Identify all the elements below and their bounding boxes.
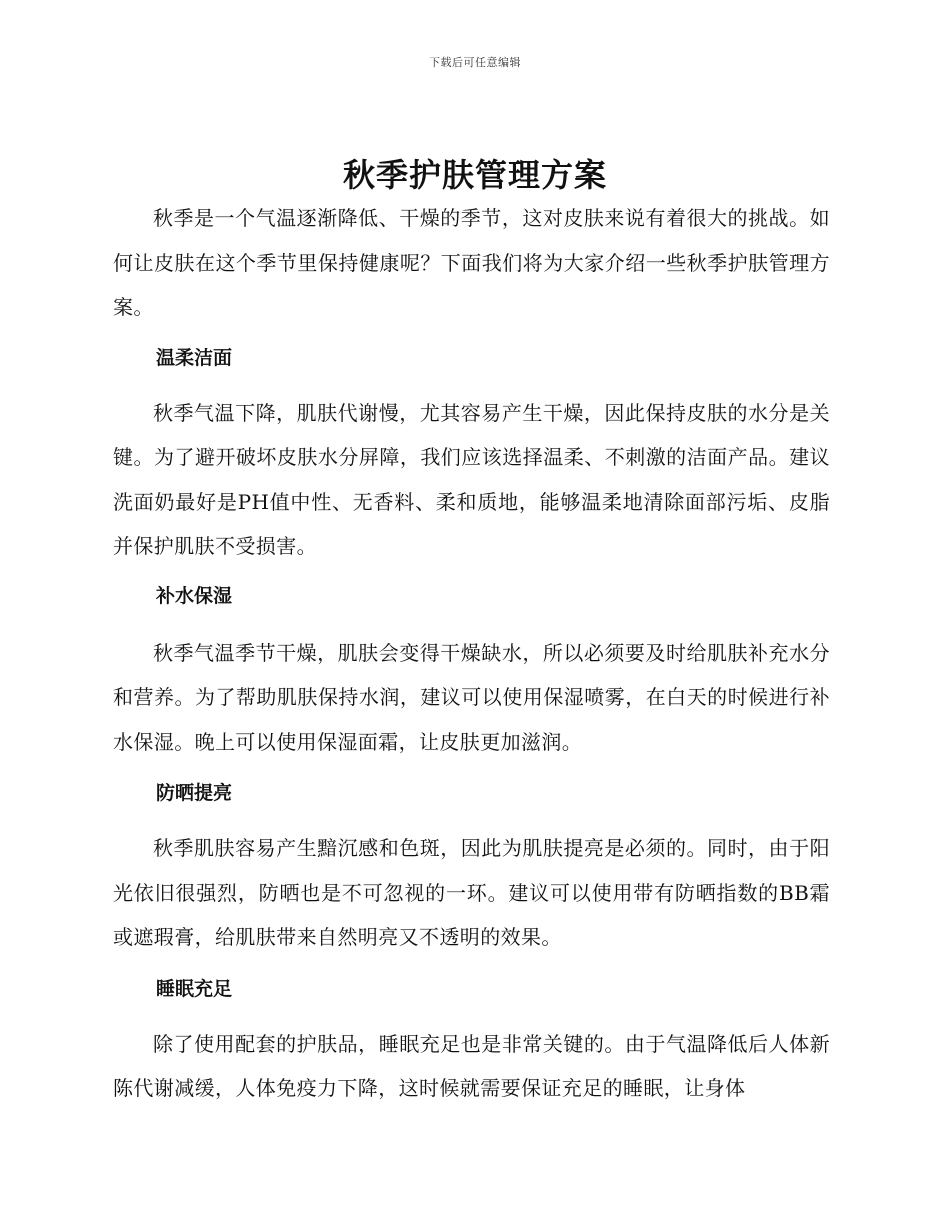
intro-paragraph: 秋季是一个气温逐渐降低、干燥的季节，这对皮肤来说有着很大的挑战。如何让皮肤在这个季节里保持健康呢？下面我们将为大家介绍一些秋季护肤管理方案。 [113,206,830,319]
section-body-hydration: 秋季气温季节干燥，肌肤会变得干燥缺水，所以必须要及时给肌肤补充水分和营养。为了帮助肌肤保持水润，建议可以使用保湿喷雾，在白天的时候进行补水保湿。晚上可以使用保湿面霜，让皮肤更加滋润。 [113,640,830,754]
section-heading-cleansing: 温柔洁面 [156,346,233,369]
section-heading-sunscreen: 防晒提亮 [156,782,233,804]
page-title: 秋季护肤管理方案 [342,156,607,194]
section-body-sunscreen: 秋季肌肤容易产生黯沉感和色斑，因此为肌肤提亮是必须的。同时，由于阳光依旧很强烈，防晒也是不可忽视的一环。建议可以使用带有防晒指数的BB霜或遮瑕膏，给肌肤带来自然明亮又不透明的效果。 [113,836,830,949]
header-note: 下载后可任意编辑 [429,56,521,69]
section-heading-sleep: 睡眠充足 [156,977,233,1000]
section-body-cleansing: 秋季气温下降，肌肤代谢慢，尤其容易产生干燥，因此保持皮肤的水分是关键。为了避开破坏皮肤水分屏障，我们应该选择温柔、不刺激的洁面产品。建议洗面奶最好是PH值中性、无香料、柔和质地，能够温柔地清除面部污垢、皮脂并保护肌肤不受损害。 [113,400,830,558]
document-body [113,196,830,1111]
section-body-sleep: 除了使用配套的护肤品，睡眠充足也是非常关键的。由于气温降低后人体新陈代谢减缓，人体免疫力下降，这时候就需要保证充足的睡眠，让身体 [113,1031,830,1100]
section-heading-hydration: 补水保湿 [156,584,233,607]
